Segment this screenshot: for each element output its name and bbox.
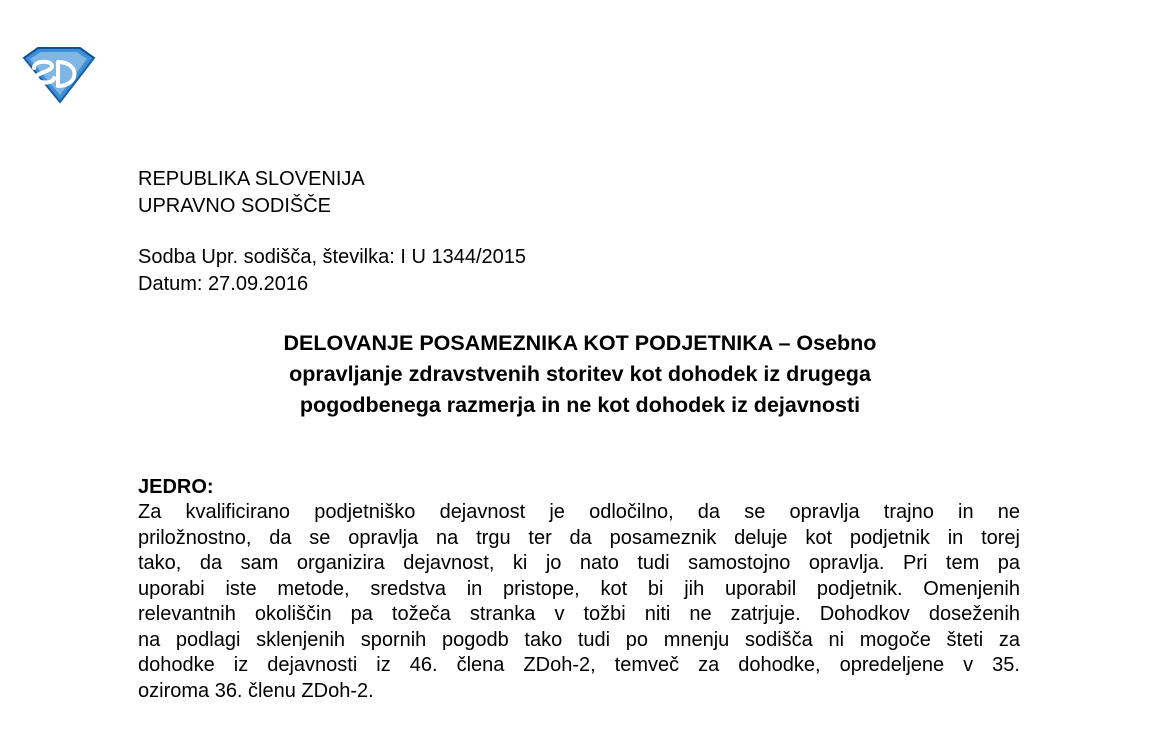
title-line: pogodbenega razmerja in ne kot dohodek iz dejavnosti [299,393,861,417]
paragraph-line: priložnostno, da se opravlja na trgu ter da posameznik deluje kot podjetnik in torej [138,526,1020,549]
case-meta [138,244,526,298]
paragraph-line: oziroma 36. členu ZDoh-2. [138,679,374,702]
paragraph-line: Za kvalificirano podjetniško dejavnost je odločilno, da se opravlja trajno in ne [138,501,1020,523]
court-name: UPRAVNO SODIŠČE [138,195,331,217]
paragraph-line: relevantnih okoliščin pa tožeča stranka v tožbi niti ne zatrjuje. Dohodkov doseženih [138,603,1020,625]
paragraph-line: uporabi iste metode, sredstva in pristope, kot bi jih uporabil podjetnik. Omenjenih [138,577,1020,600]
title-line: DELOVANJE POSAMEZNIKA KOT PODJETNIKA – Osebno [283,331,877,355]
court-shield-logo-icon [20,44,96,104]
court-header [138,166,365,220]
paragraph-line: tako, da sam organizira dejavnost, ki jo nato tudi samostojno opravlja. Pri tem pa [138,552,1020,574]
jedro-paragraph [138,500,1020,704]
paragraph-line: na podlagi sklenjenih spornih pogodb tako tudi po mnenju sodišča ni mogoče šteti za [138,628,1020,651]
paragraph-line: dohodke iz dejavnosti iz 46. člena ZDoh-2, temveč za dohodke, opredeljene v 35. [138,654,1020,676]
court-logo [20,44,96,104]
country-name: REPUBLIKA SLOVENIJA [138,168,365,190]
case-number: Sodba Upr. sodišča, številka: I U 1344/2015 [138,246,527,268]
jedro-heading: JEDRO: [138,476,214,498]
case-date: Datum: 27.09.2016 [138,273,309,295]
document-title [150,328,1010,421]
title-line: opravljanje zdravstvenih storitev kot dohodek iz drugega [289,362,871,386]
